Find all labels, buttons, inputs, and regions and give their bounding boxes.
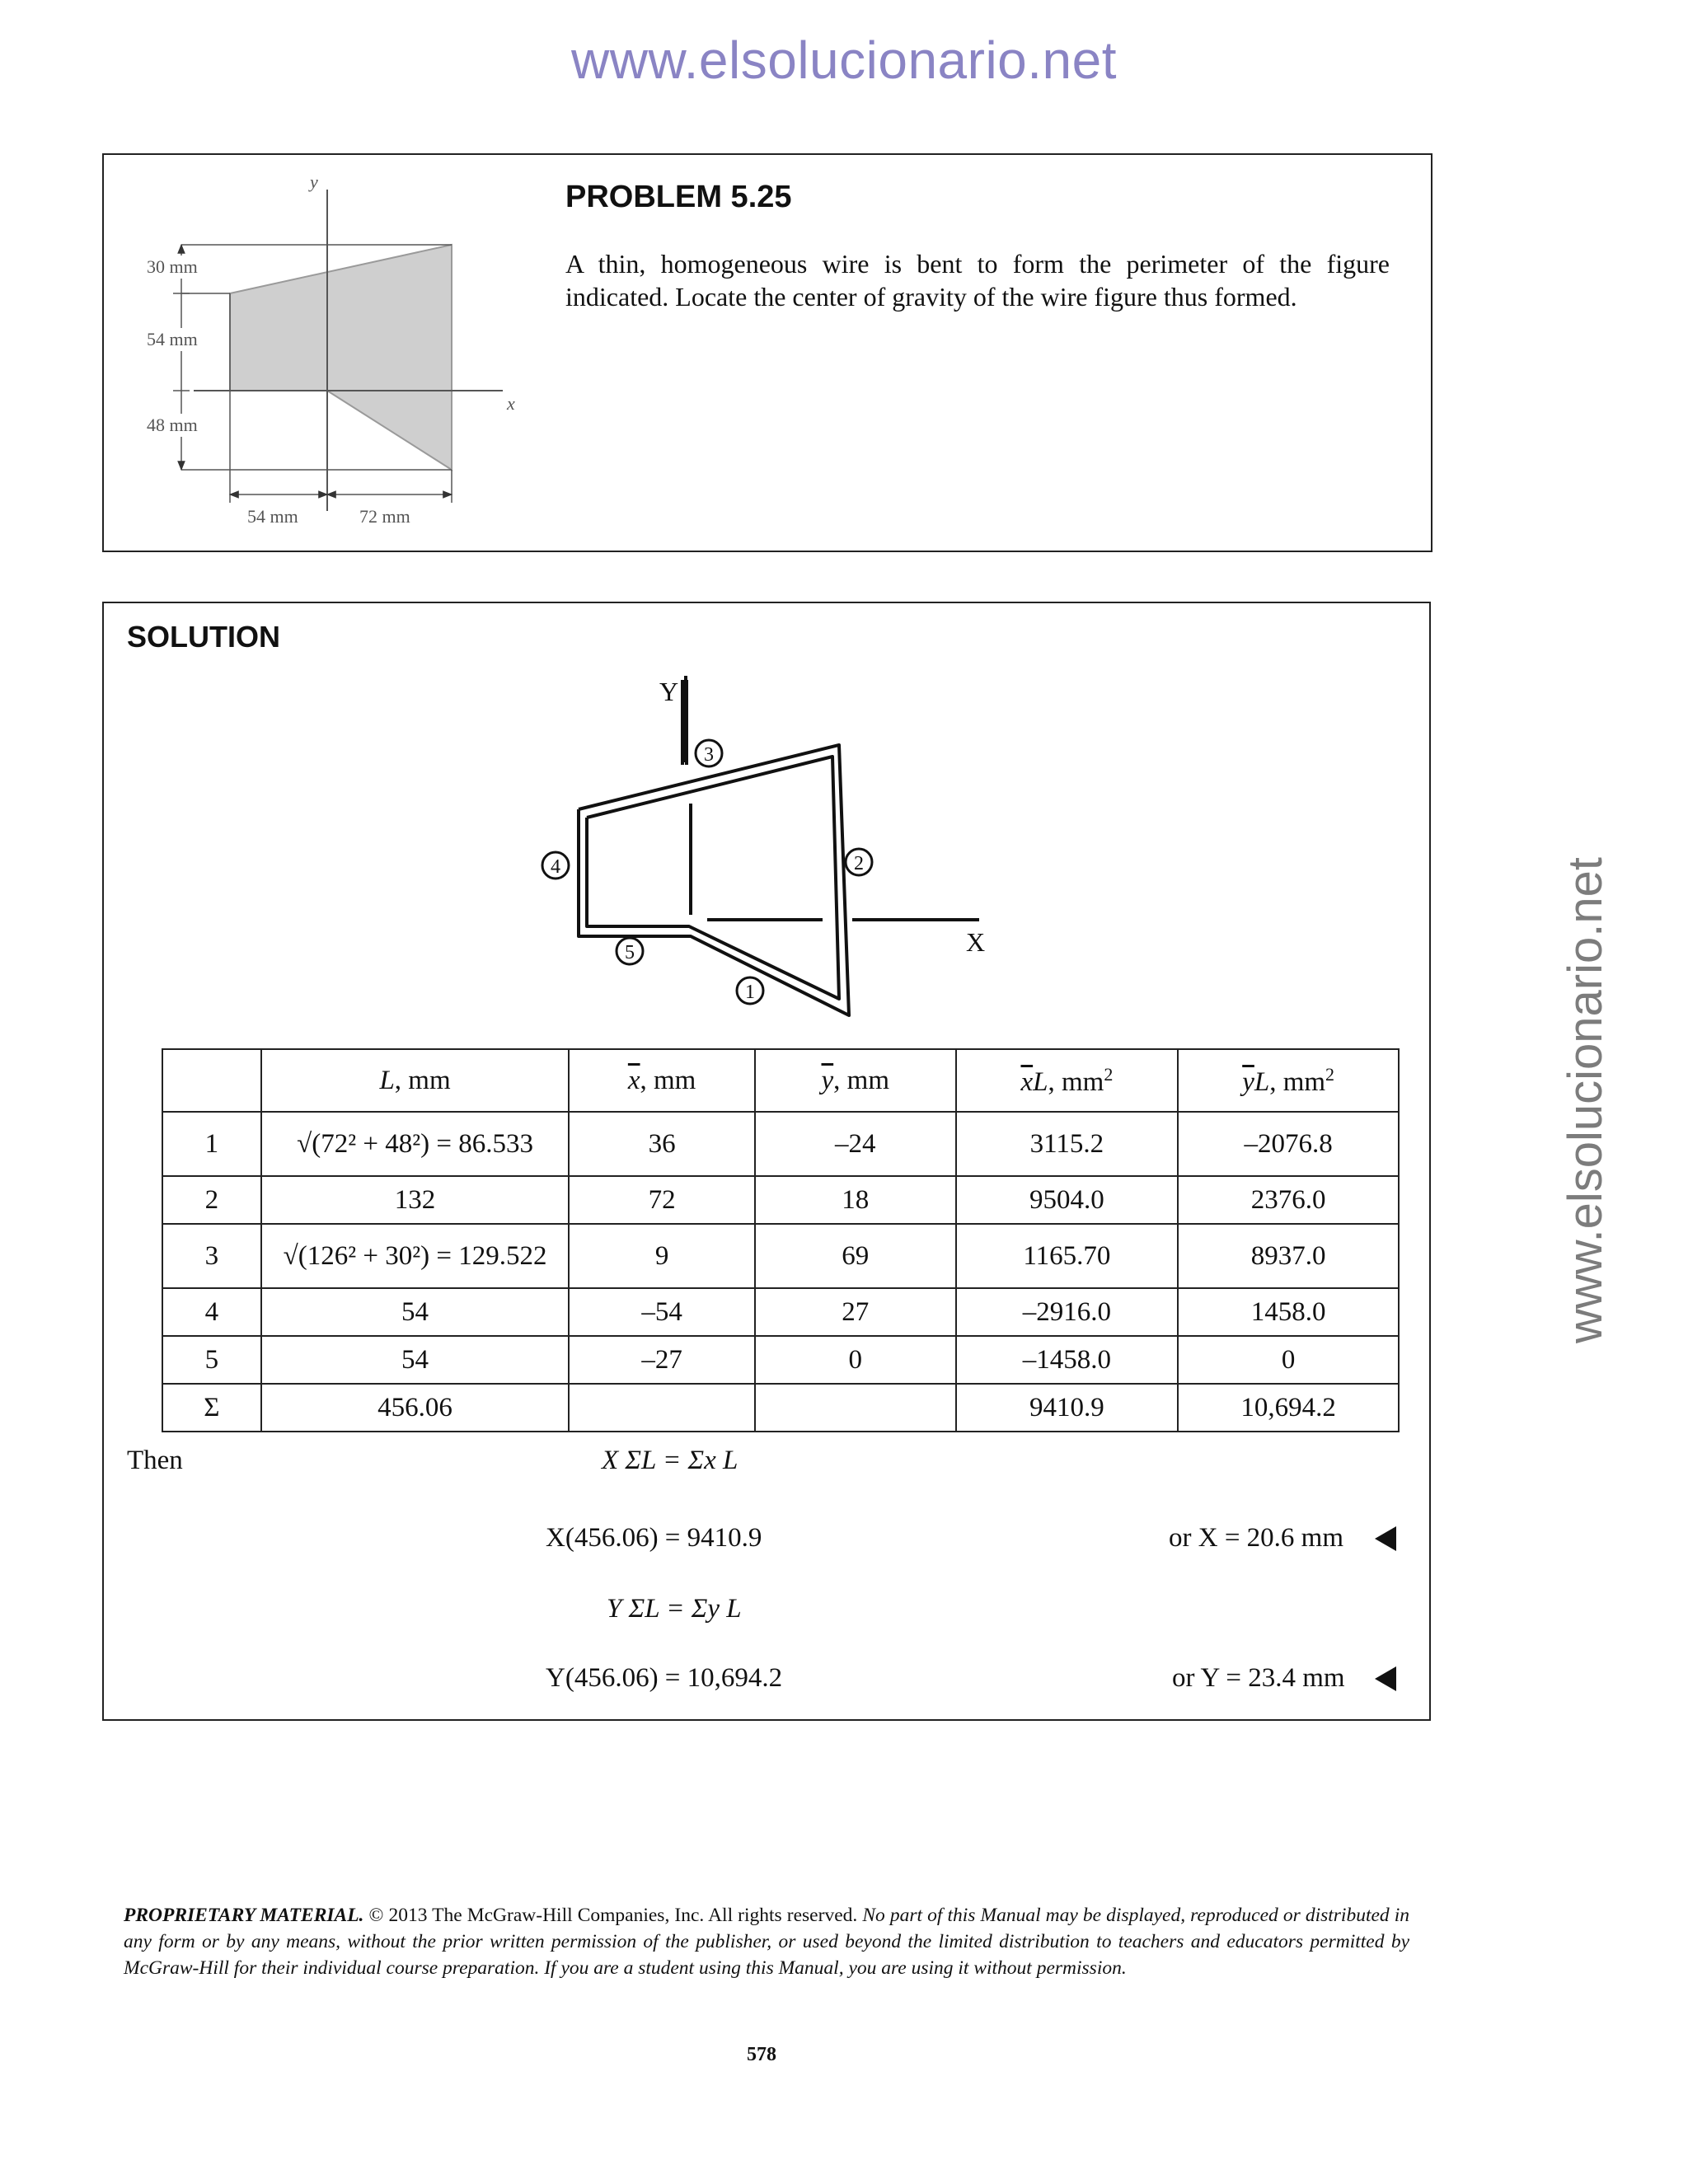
solution-title: SOLUTION [127,620,280,654]
segment-label-1: 1 [745,982,755,1003]
table-cell: –2076.8 [1178,1112,1399,1176]
table-row-sum [162,1384,1399,1432]
table-cell: –54 [569,1288,755,1336]
result-marker-icon [1375,1526,1396,1551]
watermark-top: www.elsolucionario.net [571,30,1117,90]
problem-figure [124,165,552,536]
sketch-y-label: Y [659,677,679,706]
footer-italic: No part of this Manual may be displayed, reproduced or distributed in any form or by any means, without the prior written permission of the publisher, or used beyond the limited distribution to teachers and educators permitted by McGraw-Hill for their individual course preparation. If you are a student using this Manual, you are using it without permission. [124,1905,1410,1979]
dim-48mm: 48 mm [147,415,198,435]
x-axis-label: x [507,393,515,414]
y-axis-label: y [310,171,318,192]
table-cell: –27 [569,1336,755,1384]
table-cell: 18 [755,1176,956,1224]
table-cell: –1458.0 [956,1336,1179,1384]
header-cell: $\overline{x}L$, $mm^2$ [956,1049,1179,1112]
page-number: 578 [747,2044,776,2065]
table-cell: 3115.2 [956,1112,1179,1176]
footer-bold: PROPRIETARY MATERIAL. [124,1905,364,1926]
table-cell: 3 [162,1224,261,1288]
dim-30mm: 30 mm [147,256,198,277]
segment-label-2: 2 [854,853,864,874]
header-cell: $\overline{x}$, mm [569,1049,755,1112]
table-cell: 0 [755,1336,956,1384]
watermark-side: www.elsolucionario.net [1559,857,1612,1343]
table-cell: 0 [1178,1336,1399,1384]
segment-label-5: 5 [625,942,635,963]
table-row [162,1176,1399,1224]
result-marker-icon [1375,1666,1396,1691]
table-cell: 36 [569,1112,755,1176]
header-cell [162,1049,261,1112]
dim-54mm-vertical: 54 mm [147,329,198,349]
equation-1: X ΣL = Σx L [602,1446,738,1475]
table-cell: 9410.9 [956,1384,1179,1432]
table-cell: 2376.0 [1178,1176,1399,1224]
problem-title: PROBLEM 5.25 [565,180,792,214]
result-x: or X = 20.6 mm [1169,1523,1344,1553]
table-cell: 9 [569,1224,755,1288]
table-cell: 27 [755,1288,956,1336]
segment-label-4: 4 [551,856,560,878]
table-cell: 5 [162,1336,261,1384]
table-cell: 132 [261,1176,569,1224]
equation-3: Y ΣL = Σy L [607,1594,742,1624]
table-cell: 2 [162,1176,261,1224]
segment-label-3: 3 [704,744,714,766]
problem-statement: A thin, homogeneous wire is bent to form the perimeter of the figure indicated. Locate the center of gravity of the wire figure thus formed. [565,249,1390,312]
then-label: Then [127,1446,183,1475]
table-row [162,1224,1399,1288]
table-cell [755,1384,956,1432]
table-cell: √(126² + 30²) = 129.522 [261,1224,569,1288]
solution-sketch [528,676,997,1038]
table-cell: 1458.0 [1178,1288,1399,1336]
table-header-row [162,1049,1399,1112]
dim-54mm-horizontal: 54 mm [247,506,298,527]
header-cell: L, mm [261,1049,569,1112]
table-cell: –2916.0 [956,1288,1179,1336]
table-cell: 1165.70 [956,1224,1179,1288]
table-cell: 1 [162,1112,261,1176]
table-cell: 456.06 [261,1384,569,1432]
dim-72mm: 72 mm [359,506,410,527]
table-cell: 54 [261,1336,569,1384]
result-y: or Y = 23.4 mm [1172,1663,1345,1693]
table-row [162,1336,1399,1384]
header-cell: $\overline{y}$, mm [755,1049,956,1112]
table-cell: 69 [755,1224,956,1288]
table-cell: 8937.0 [1178,1224,1399,1288]
table-cell: 72 [569,1176,755,1224]
table-cell: –24 [755,1112,956,1176]
equation-4: Y(456.06) = 10,694.2 [546,1663,783,1693]
sketch-x-label: X [966,927,986,957]
table-cell: 9504.0 [956,1176,1179,1224]
table-row [162,1112,1399,1176]
table-cell: Σ [162,1384,261,1432]
table-cell: 4 [162,1288,261,1336]
centroid-table [162,1048,1400,1432]
footer-notice [124,1902,1409,1981]
shaded-region [230,245,452,470]
footer-copyright: © 2013 The McGraw-Hill Companies, Inc. All rights reserved. [368,1905,858,1926]
equation-2: X(456.06) = 9410.9 [546,1523,762,1553]
table-cell: √(72² + 48²) = 86.533 [261,1112,569,1176]
table-cell: 10,694.2 [1178,1384,1399,1432]
table-cell [569,1384,755,1432]
table-row [162,1288,1399,1336]
header-cell: $\overline{y}L$, $mm^2$ [1178,1049,1399,1112]
table-cell: 54 [261,1288,569,1336]
